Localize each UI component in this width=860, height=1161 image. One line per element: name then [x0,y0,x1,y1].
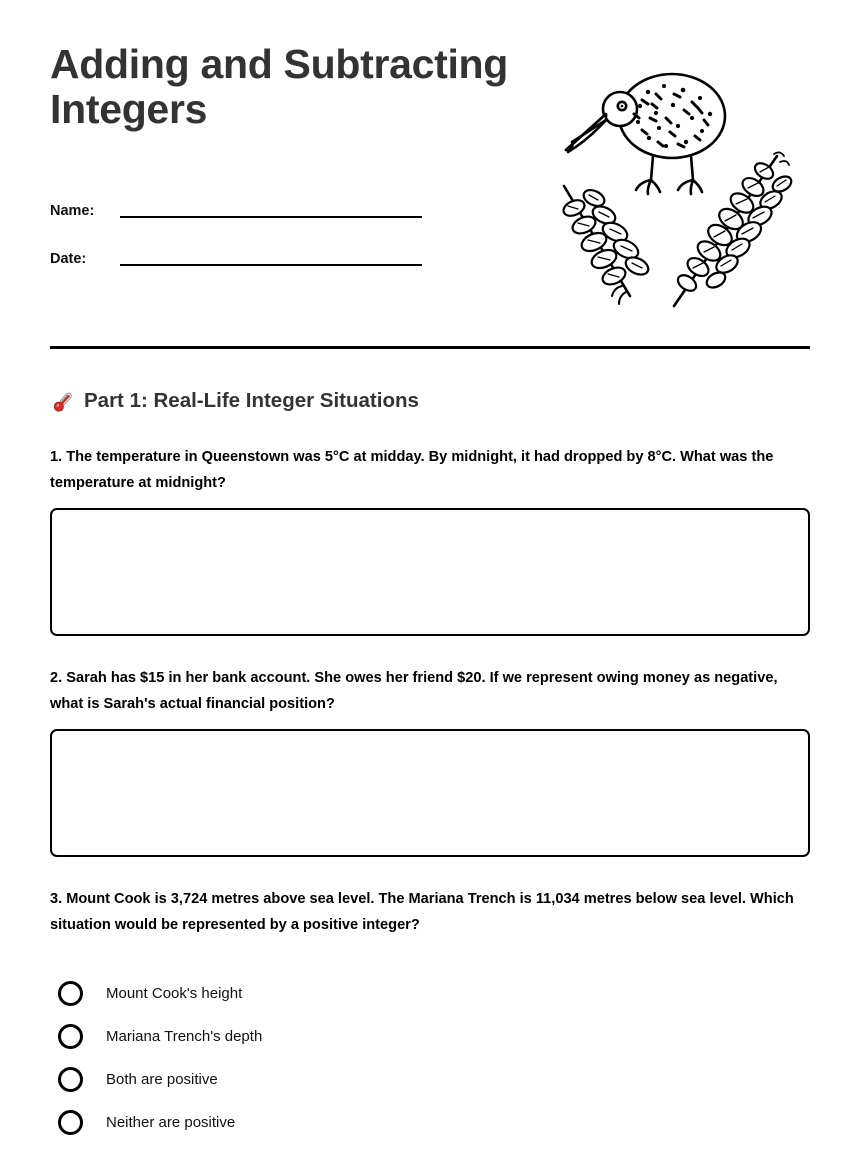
question-1-text: 1. The temperature in Queenstown was 5°C at midday. By midnight, it had dropped by 8°C. What was the temperature at midnight? [50,449,774,491]
radio-circle-icon[interactable] [58,1024,83,1049]
thermometer-icon [50,389,76,415]
question-1-answer-box[interactable] [50,508,810,636]
option-mariana-trench-depth[interactable] [58,1015,558,1058]
name-field-label: Name: [50,203,95,219]
radio-circle-icon[interactable] [58,981,83,1006]
option-label: Mariana Trench's depth [106,1027,263,1045]
question-3-options [58,972,558,1144]
date-field-row [50,250,422,270]
section-title-label: Part 1: Real-Life Integer Situations [84,389,419,412]
name-field-row [50,202,422,222]
question-2-text: 2. Sarah has $15 in her bank account. She owes her friend $20. If we represent owing money as negative, what is Sarah's actual financial position? [50,670,778,712]
date-input-line[interactable] [120,264,422,266]
option-label: Both are positive [106,1070,218,1088]
option-both-are-positive[interactable] [58,1058,558,1101]
name-input-line[interactable] [120,216,422,218]
question-2-answer-box[interactable] [50,729,810,857]
page-title: Adding and Subtracting Integers [50,41,509,132]
option-mount-cook-height[interactable] [58,972,558,1015]
fern-frond-left-illustration [561,186,651,304]
header-artwork [552,58,810,308]
radio-circle-icon[interactable] [58,1067,83,1092]
section-divider [50,346,810,349]
kiwi-bird-illustration [566,74,725,194]
section-heading [50,388,419,414]
option-neither-are-positive[interactable] [58,1101,558,1144]
question-3-text: 3. Mount Cook is 3,724 metres above sea level. The Mariana Trench is 11,034 metres below sea level. Which situation would be represented by a positive integer? [50,891,794,933]
option-label: Mount Cook's height [106,984,243,1002]
radio-circle-icon[interactable] [58,1110,83,1135]
date-field-label: Date: [50,251,87,267]
option-label: Neither are positive [106,1113,236,1131]
